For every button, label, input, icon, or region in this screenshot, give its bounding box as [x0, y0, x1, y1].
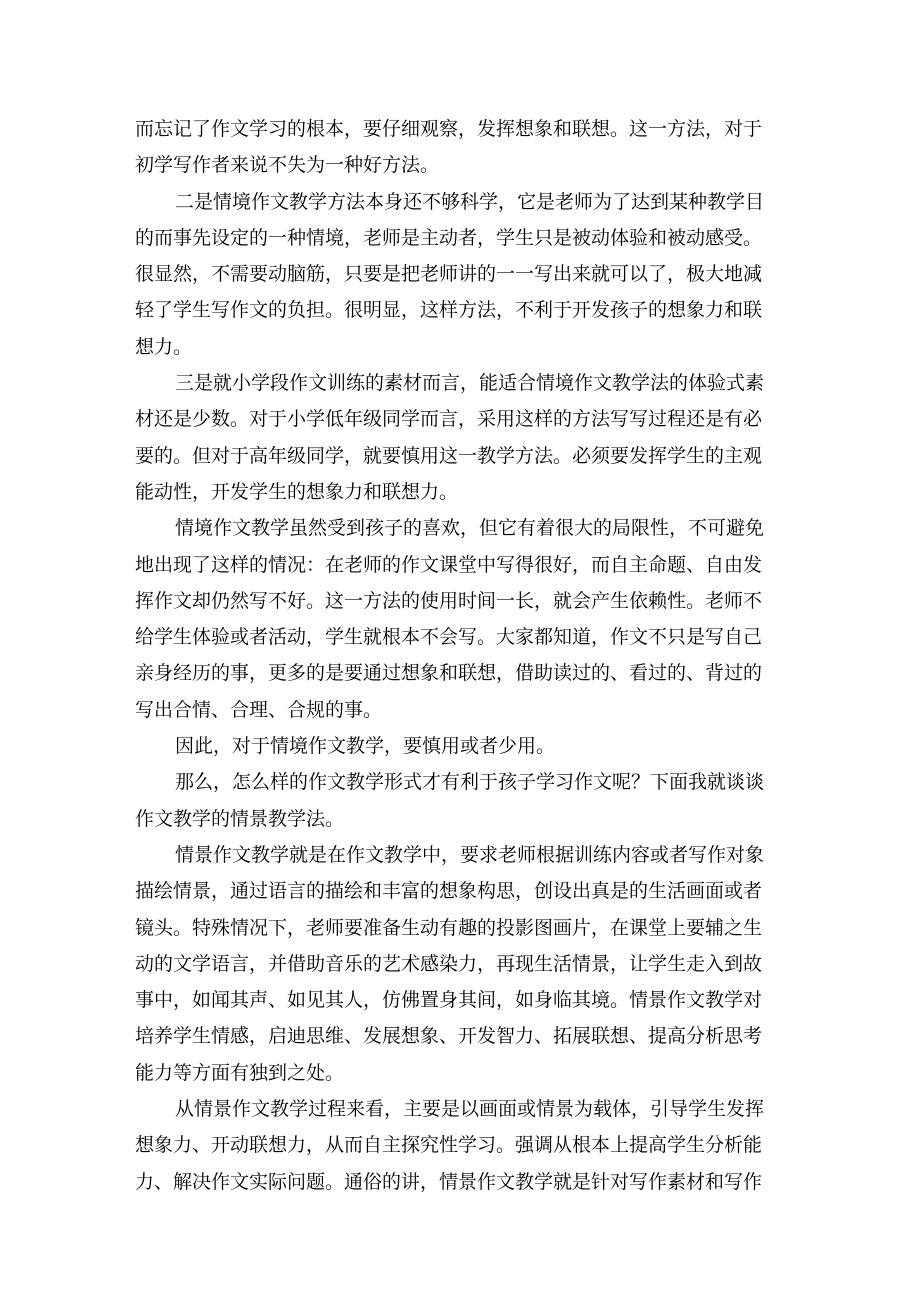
text-line: 地出现了这样的情况：在老师的作文课堂中写得很好，而自主命题、自由发: [135, 553, 763, 576]
text-line: 想象力、开动联想力，从而自主探究性学习。强调从根本上提高学生分析能: [135, 1134, 763, 1157]
text-line: 能力等方面有独到之处。: [135, 1061, 345, 1084]
paragraph-first-line: 情景作文教学就是在作文教学中，要求老师根据训练内容或者写作对象: [175, 843, 765, 866]
text-line: 事中，如闻其声、如见其人，仿佛置身其间，如身临其境。情景作文教学对: [135, 989, 763, 1012]
text-line: 写出合情、合理、合规的事。: [135, 698, 383, 721]
paragraph-first-line: 那么，怎么样的作文教学形式才有利于孩子学习作文呢？下面我就谈谈: [175, 771, 765, 794]
paragraph-first-line: 从情景作文教学过程来看，主要是以画面或情景为载体，引导学生发挥: [175, 1098, 765, 1121]
text-line: 材还是少数。对于小学低年级同学而言，采用这样的方法写写过程还是有必: [135, 408, 763, 431]
paragraph-first-line: 因此，对于情境作文教学，要慎用或者少用。: [175, 735, 556, 758]
text-line: 而忘记了作文学习的根本，要仔细观察，发挥想象和联想。这一方法，对于: [135, 118, 763, 140]
text-line: 轻了学生写作文的负担。很明显，这样方法，不利于开发孩子的想象力和联: [135, 299, 763, 322]
paragraph-first-line: 情境作文教学虽然受到孩子的喜欢，但它有着很大的局限性，不可避免: [175, 517, 765, 540]
text-line: 能动性，开发学生的想象力和联想力。: [135, 480, 459, 503]
text-line: 亲身经历的事，更多的是要通过想象和联想，借助读过的、看过的、背过的: [135, 662, 763, 685]
text-line: 初学写作者来说不失为一种好方法。: [135, 154, 440, 177]
text-line: 给学生体验或者活动，学生就根本不会写。大家都知道，作文不只是写自己: [135, 626, 763, 649]
text-line: 要的。但对于高年级同学，就要慎用这一教学方法。必须要发挥学生的主观: [135, 444, 763, 467]
text-line: 动的文学语言，并借助音乐的艺术感染力，再现生活情景，让学生走入到故: [135, 952, 763, 975]
paragraph-first-line: 三是就小学段作文训练的素材而言，能适合情境作文教学法的体验式素: [175, 372, 765, 395]
text-line: 作文教学的情景教学法。: [135, 807, 345, 830]
text-line: 想力。: [135, 335, 193, 358]
paragraph-first-line: 二是情境作文教学方法本身还不够科学，它是老师为了达到某种教学目: [175, 190, 765, 213]
text-line: 力、解决作文实际问题。通俗的讲，情景作文教学就是针对写作素材和写作: [135, 1170, 763, 1193]
text-line: 很显然，不需要动脑筋，只要是把老师讲的一一写出来就可以了，极大地减: [135, 263, 763, 286]
text-line: 描绘情景，通过语言的描绘和丰富的想象构思，创设出真是的生活画面或者: [135, 880, 763, 903]
text-line: 挥作文却仍然写不好。这一方法的使用时间一长，就会产生依赖性。老师不: [135, 589, 763, 612]
body-text: [135, 111, 805, 1200]
text-line: 培养学生情感，启迪思维、发展想象、开发智力、拓展联想、提高分析思考: [135, 1025, 763, 1048]
text-line: 镜头。特殊情况下，老师要准备生动有趣的投影图画片，在课堂上要辅之生: [135, 916, 763, 939]
text-line: 的而事先设定的一种情境，老师是主动者，学生只是被动体验和被动感受。: [135, 226, 763, 249]
